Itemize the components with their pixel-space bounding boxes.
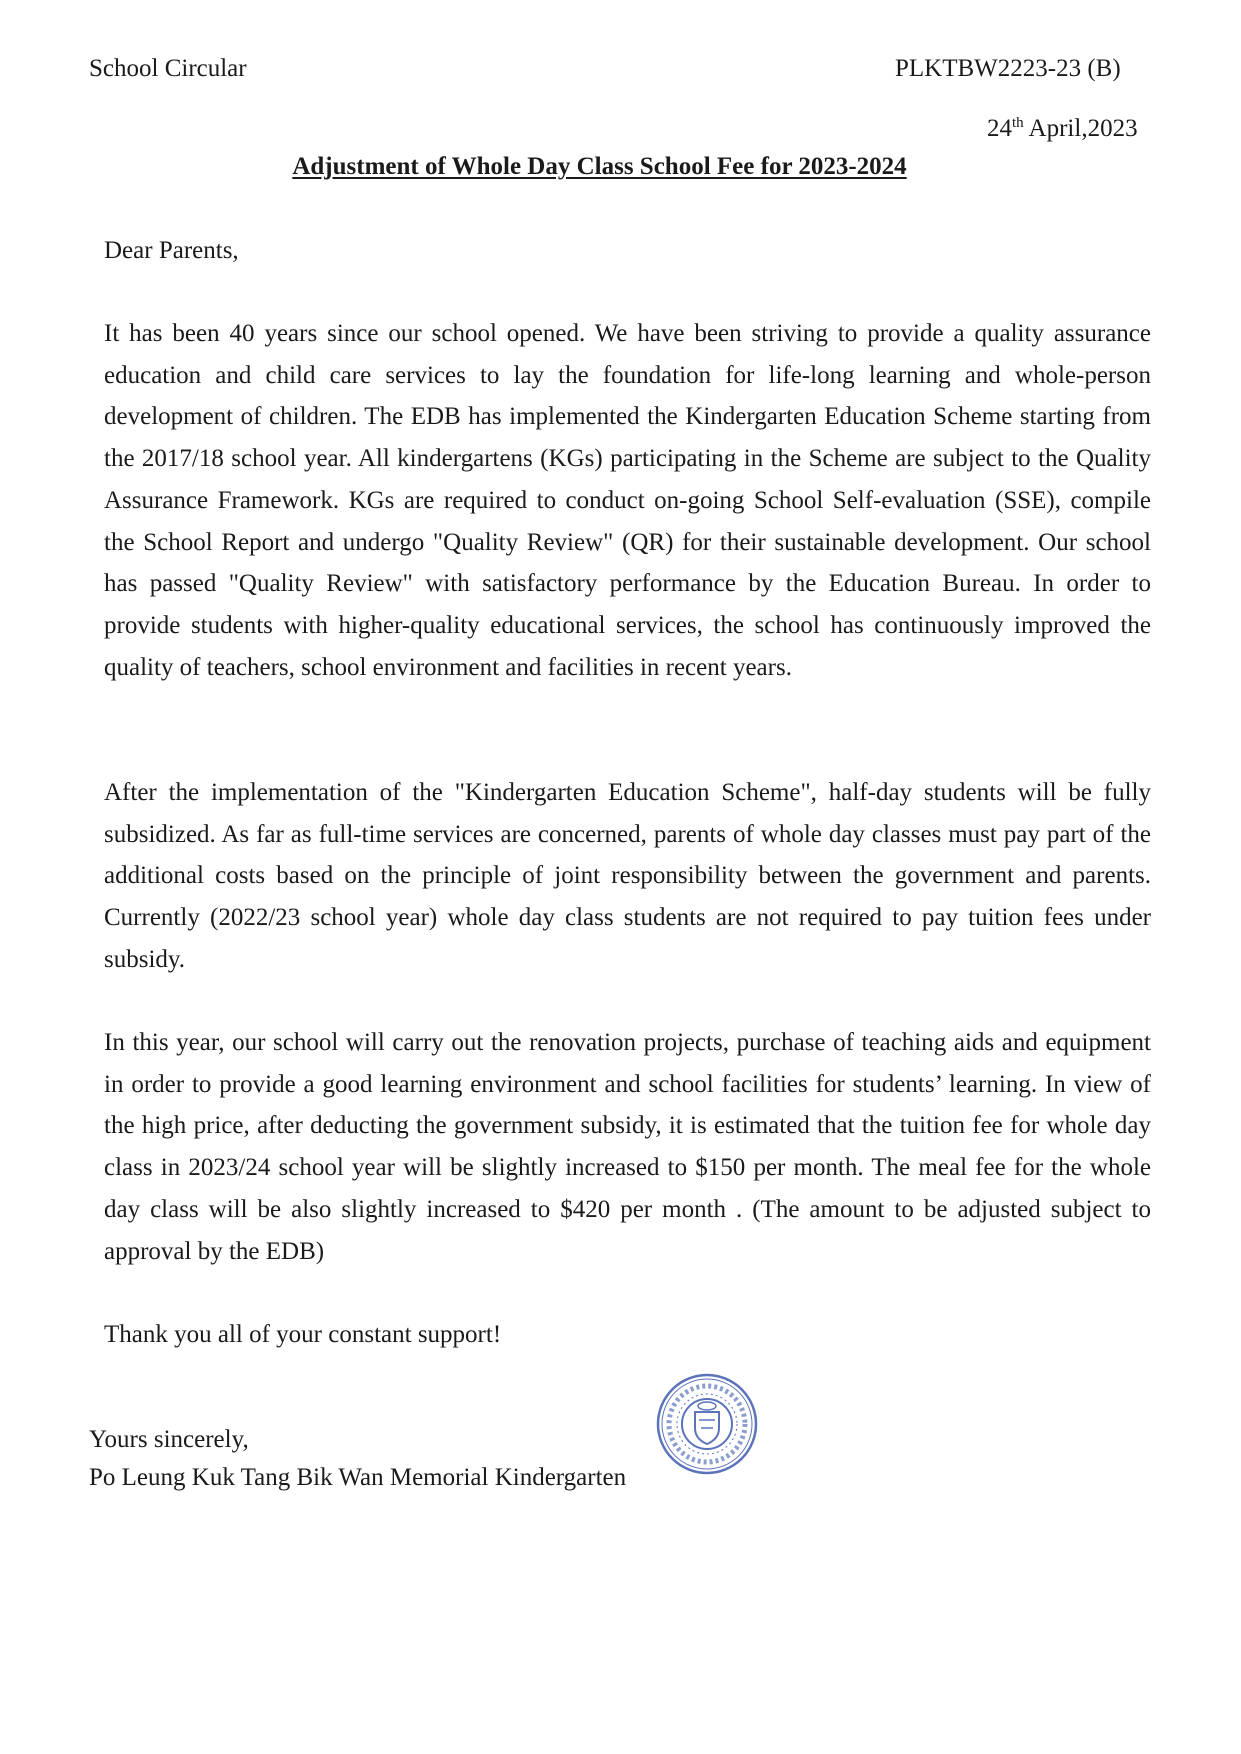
document-title: Adjustment of Whole Day Class School Fee for 2023-2024 (292, 153, 907, 180)
thanks-line: Thank you all of your constant support! (104, 1321, 502, 1348)
salutation: Dear Parents, (104, 237, 239, 264)
document-title-row (0, 152, 1241, 182)
paragraph-fee-adjustment: In this year, our school will carry out the renovation projects, purchase of teaching aids and equipment in order to provide a good learning environment and school facilities for students’ learning. In view of the high price, after deducting the government subsidy, it is estimated that the tuition fee for whole day class in 2023/24 school year will be slightly increased to $150 per month. The meal fee for the whole day class will be also slightly increased to $420 per month . (The amount to be adjusted subject to approval by the EDB) (104, 1029, 1151, 1265)
school-seal-icon (655, 1372, 759, 1481)
paragraph-school-history: It has been 40 years since our school opened. We have been striving to provide a quality assurance education and child care services to lay the foundation for life-long learning and whole-person development of children. The EDB has implemented the Kindergarten Education Scheme starting from the 2017/18 school year. All kindergartens (KGs) participating in the Scheme are subject to the Quality Assurance Framework. KGs are required to conduct on-going School Self-evaluation (SSE), compile the School Report and undergo "Quality Review" (QR) for their sustainable development. Our school has passed "Quality Review" with satisfactory performance by the Education Bureau. In order to provide students with higher-quality educational services, the school has continuously improved the quality of teachers, school environment and facilities in recent years. (104, 320, 1151, 681)
date-suffix: th (1012, 115, 1024, 131)
date-month-year: April,2023 (1023, 115, 1138, 142)
paragraph-subsidy: After the implementation of the "Kindergarten Education Scheme", half-day students will be fully subsidized. As far as full-time services are concerned, parents of whole day classes must pay part of the additional costs based on the principle of joint responsibility between the government and parents. Currently (2022/23 school year) whole day class students are not required to pay tuition fees under subsidy. (104, 779, 1151, 973)
reference-number: PLKTBW2223-23 (B) (895, 55, 1121, 82)
sign-off: Yours sincerely, (89, 1426, 249, 1453)
school-name: Po Leung Kuk Tang Bik Wan Memorial Kindergarten (89, 1464, 627, 1491)
closing-block (89, 1421, 626, 1497)
circular-label: School Circular (89, 55, 247, 82)
circular-date (987, 114, 1138, 144)
date-day: 24 (987, 115, 1012, 142)
